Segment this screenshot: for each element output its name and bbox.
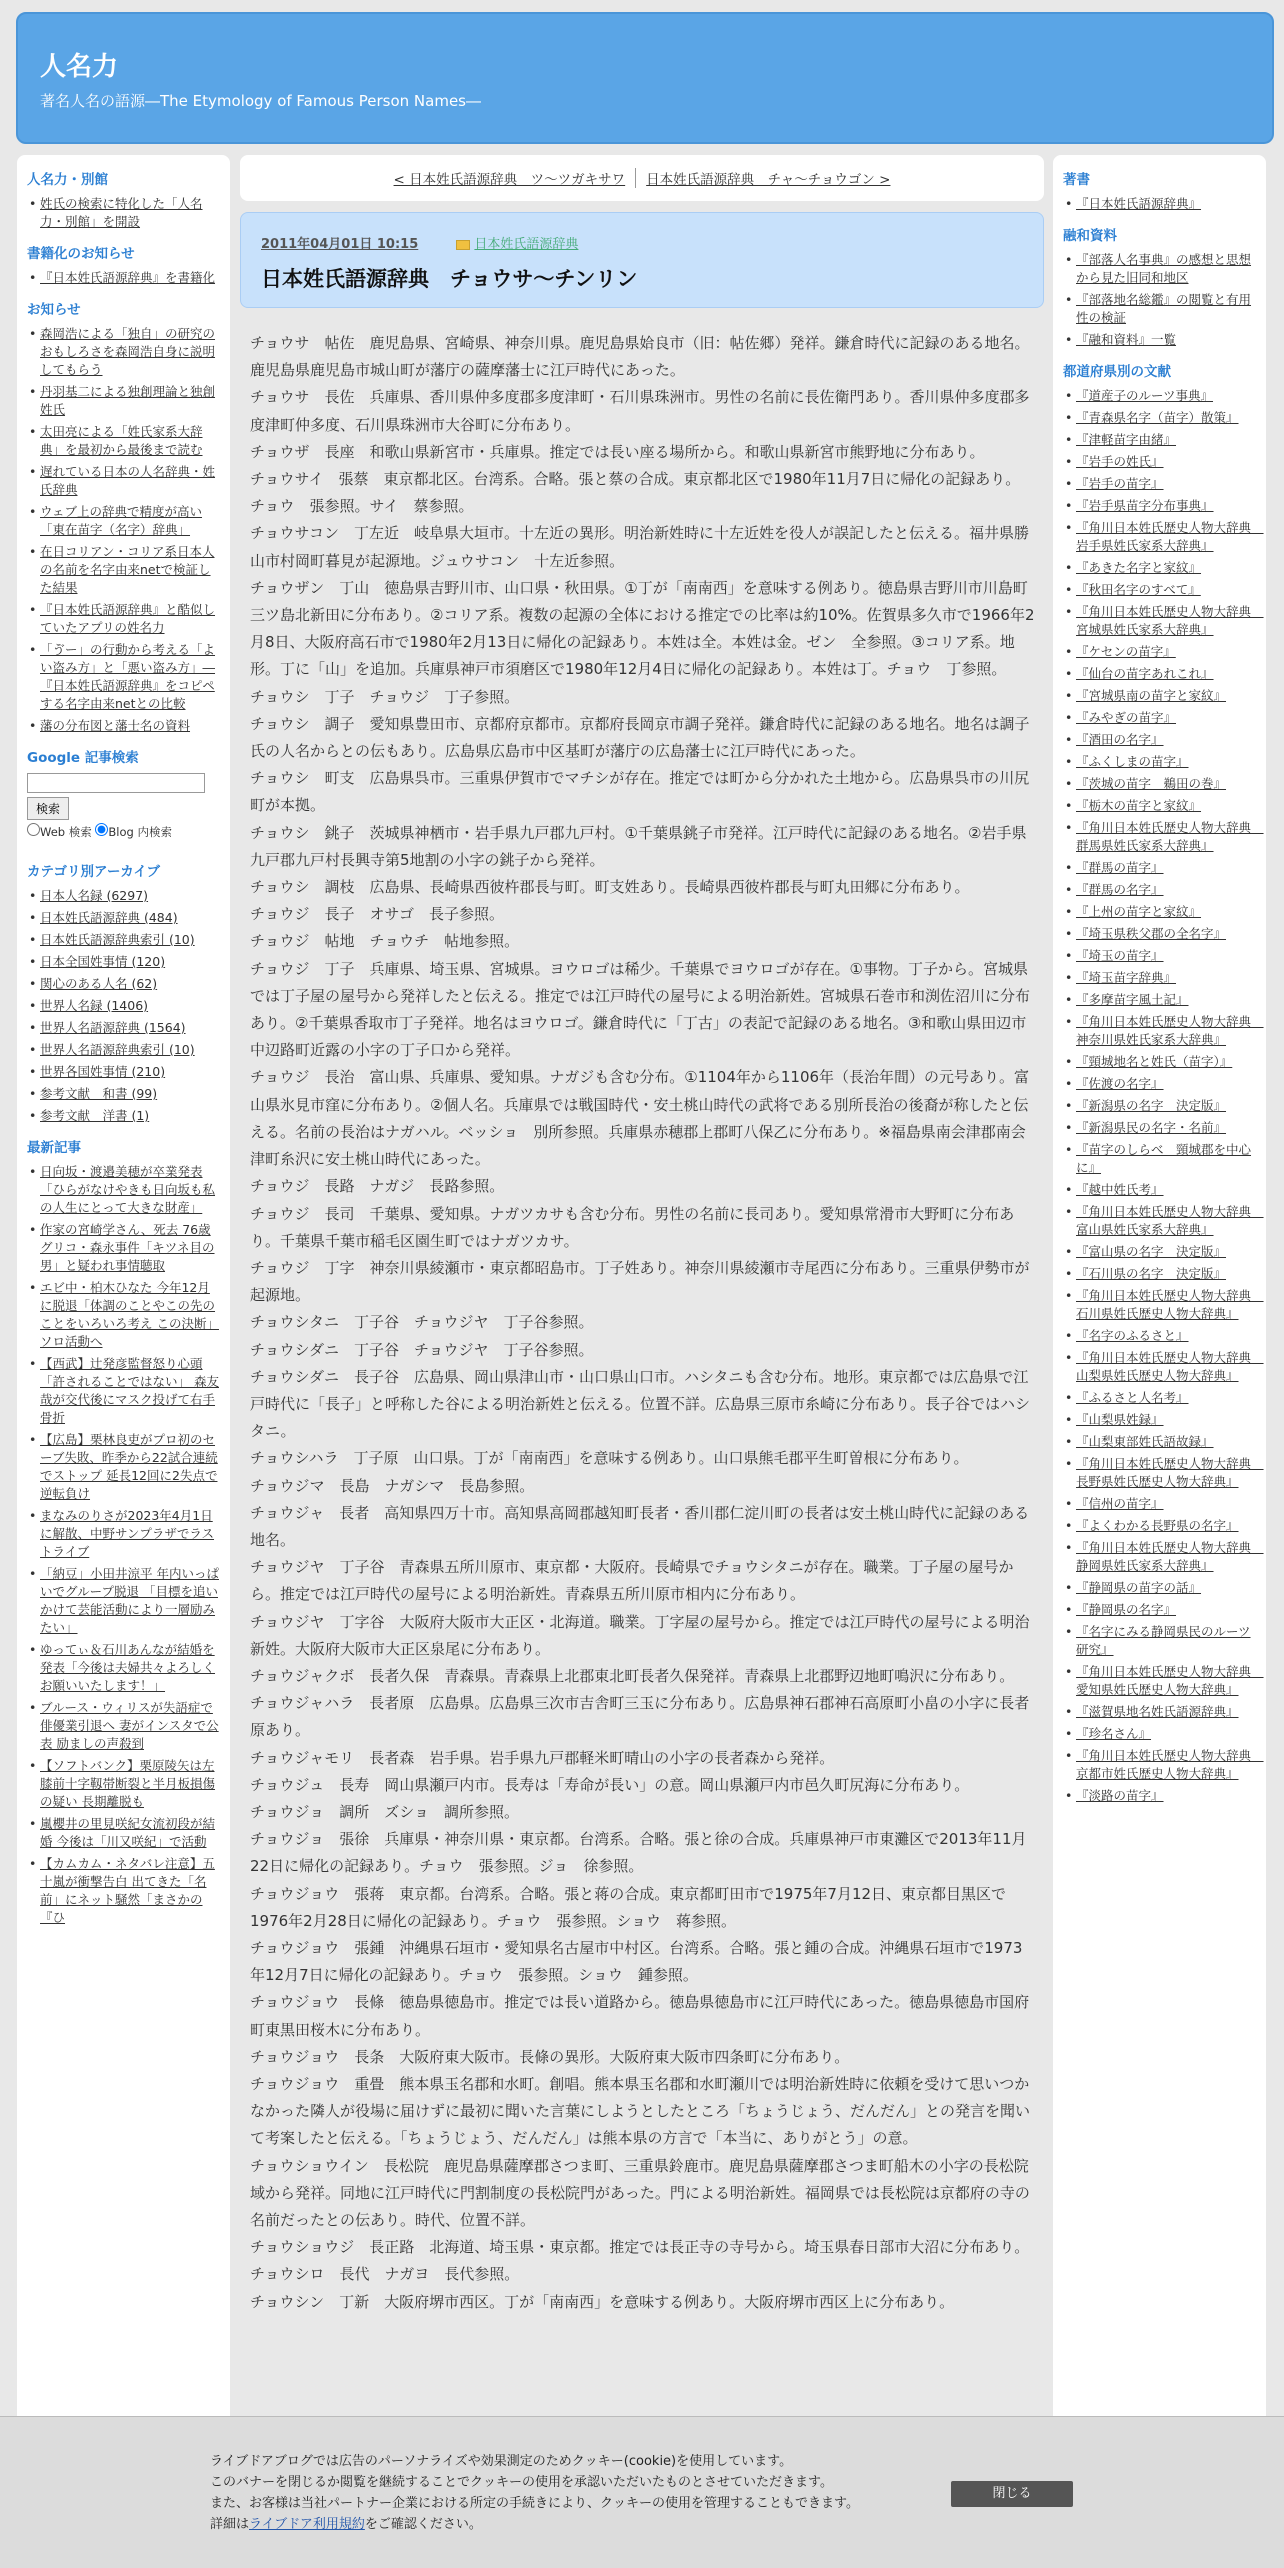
sidebar-item-link[interactable]: 日本姓氏語源辞典 (484) xyxy=(40,910,178,925)
entry-header xyxy=(240,212,1044,308)
sidebar-list xyxy=(1063,195,1256,213)
sidebar-item-link[interactable]: エビ中・柏木ひなた 今年12月に脱退「体調のことやこの先のことをいろいろ考え この決断」ソロ活動へ xyxy=(40,1280,219,1349)
entry-body xyxy=(250,330,1035,2316)
entry-paragraph: チョウジマ 長島 ナガシマ 長島参照。 xyxy=(250,1476,535,1495)
sidebar-item xyxy=(27,383,220,419)
sidebar-item-link[interactable]: ウェブ上の辞典で精度が高い「東在苗字（名字）辞典」 xyxy=(40,504,203,537)
sidebar-item xyxy=(1063,581,1256,599)
entry-paragraph: チョウシダニ 丁子谷 チョウジヤ 丁子谷参照。 xyxy=(250,1340,594,1359)
sidebar-item-link[interactable]: 『埼玉苗字辞典』 xyxy=(1076,970,1177,985)
sidebar-item-link[interactable]: 『淡路の苗字』 xyxy=(1076,1788,1164,1803)
sidebar-item-link[interactable]: 「納豆」小田井涼平 年内いっぱいでグループ脱退 「目標を追いかけて芸能活動により一層励みたい」 xyxy=(40,1566,219,1635)
sidebar-item-link[interactable]: 『岩手の苗字』 xyxy=(1076,476,1164,491)
sidebar-item-link[interactable]: 『埼玉の苗字』 xyxy=(1076,948,1164,963)
sidebar-item-link[interactable]: 『富山県の名字 決定版』 xyxy=(1076,1244,1227,1259)
blog-search-label: Blog 内検索 xyxy=(108,825,172,839)
sidebar-item xyxy=(1063,859,1256,877)
cookie-banner xyxy=(0,2416,1284,2568)
sidebar-item-link[interactable]: 【ソフトバンク】栗原陵矢は左膝前十字靱帯断裂と半月板損傷の疑い 長期離脱も xyxy=(40,1758,216,1809)
sidebar-item-link[interactable]: 『角川日本姓氏歴史人物大辞典 富山県姓氏家系大辞典』 xyxy=(1076,1204,1264,1237)
sidebar-item-link[interactable]: 『日本姓氏語源辞典』と酷似していたアプリの姓名力 xyxy=(40,602,216,635)
blog-title[interactable]: 人名力 xyxy=(40,52,119,82)
sidebar-item-link[interactable]: 『角川日本姓氏歴史人物大辞典 群馬県姓氏家系大辞典』 xyxy=(1076,820,1264,853)
sidebar-item xyxy=(1063,431,1256,449)
entry-paragraph: チョウジ 丁子 兵庫県、埼玉県、宮城県。ヨウロゴは稀少。千葉県でヨウロゴが存在。①事物。丁子から。宮城県では丁子屋の屋号から発祥したと伝える。推定では江戸時代の屋号による明治新姓。宮城県石巻市和渕佐沼川に分布あり。②千葉県香取市丁子発祥。地名はヨウロゴ。鎌倉時代に「丁古」の表記で記録のある地名。③和歌山県田辺市中辺路町近露の小字の丁子口から発祥。 xyxy=(250,959,1031,1060)
cookie-line: ライブドアブログでは広告のパーソナライズや効果測定のためクッキー(cookie)を使用しています。 xyxy=(210,2454,793,2469)
entry-title: 日本姓氏語源辞典 チョウサ～チンリン xyxy=(261,267,638,291)
sidebar-item xyxy=(1063,1075,1256,1093)
entry-paragraph: チョウジャモリ 長者森 岩手県。岩手県九戸郡軽米町晴山の小字の長者森から発祥。 xyxy=(250,1748,835,1767)
sidebar-item xyxy=(1063,991,1256,1009)
right-sidebar xyxy=(1053,155,1266,2555)
entry-paragraph: チョウシタニ 丁子谷 チョウジヤ 丁子谷参照。 xyxy=(250,1313,594,1332)
sidebar-item-link[interactable]: 『群馬の苗字』 xyxy=(1076,860,1164,875)
entry-paragraph: チョウシダニ 長子谷 広島県、岡山県津山市・山口県山口市。ハシタニも含む分布。地形。東京都では広島県で江戸時代に「長子」と呼称した谷による明治新姓と伝える。位置不詳。広島県三原市糸崎に分布あり。長子谷ではハシタニ。 xyxy=(250,1367,1031,1441)
blog-header xyxy=(16,12,1274,144)
entry-paragraph: チョウジヤ 丁字谷 大阪府大阪市大正区・北海道。職業。丁字屋の屋号から。推定では江戸時代の屋号による明治新姓。大阪府大阪市大正区泉尾に分布あり。 xyxy=(250,1612,1030,1658)
sidebar-list xyxy=(27,269,220,287)
sidebar-item xyxy=(1063,475,1256,493)
sidebar-item-link[interactable]: 『ふくしまの苗字』 xyxy=(1076,754,1189,769)
sidebar-item xyxy=(1063,1181,1256,1199)
entry-paragraph: チョウジ 帖地 チョウチ 帖地参照。 xyxy=(250,932,520,951)
sidebar-item xyxy=(27,503,220,539)
sidebar-section xyxy=(1063,171,1256,213)
sidebar-item-link[interactable]: 『茨城の苗字 鵜田の巻』 xyxy=(1076,776,1227,791)
sidebar-item-link[interactable]: 『静岡県の名字』 xyxy=(1076,1602,1177,1617)
sidebar-section-title: 人名力・別館 xyxy=(27,172,108,188)
sidebar-list xyxy=(1063,251,1256,349)
sidebar-item xyxy=(27,717,220,735)
sidebar-item-link[interactable]: 『融和資料』一覧 xyxy=(1076,332,1177,347)
sidebar-item xyxy=(1063,1433,1256,1451)
entry-paragraph: チョウジヤ 丁子谷 青森県五所川原市、東京都・大阪府。長崎県でチョウシタニが存在。職業。丁子屋の屋号から。推定では江戸時代の屋号による明治新姓。青森県五所川原市相内に分布あり。 xyxy=(250,1558,1014,1604)
sidebar-item-link[interactable]: 【西武】辻発彦監督怒り心頭「許されることではない」 森友哉が交代後にマスク投げて右手骨折 xyxy=(40,1356,219,1425)
sidebar-item-link[interactable]: ゆってぃ＆石川あんなが結婚を発表「今後は夫婦共々よろしくお願いいたします！」 xyxy=(40,1642,216,1693)
sidebar-item xyxy=(27,463,220,499)
sidebar-item xyxy=(27,931,220,949)
sidebar-item-link[interactable]: 『栃木の苗字と家紋』 xyxy=(1076,798,1202,813)
next-entry-link[interactable]: 日本姓氏語源辞典 チャ～チョウゴン > xyxy=(646,172,891,188)
sidebar-item xyxy=(1063,819,1264,855)
entry-paragraph: チョウジョウ 重畳 熊本県玉名郡和水町。創唱。熊本県玉名郡和水町瀬川では明治新姓時に依頼を受けて思いつかなかった隣人が役場に届けずに最初に聞いた言葉にしようとしたところ「ちょうじょう、だんだん」との発言を聞いて考案したと伝える。「ちょうじょう、だんだん」は熊本県の方言で「本当に、ありがとう」の意。 xyxy=(250,2075,1031,2148)
sidebar-item-link[interactable]: 『仙台の苗字あれこれ』 xyxy=(1076,666,1214,681)
sidebar-item-link[interactable]: 『部落人名事典』の感想と思想から見た旧同和地区 xyxy=(1076,252,1252,285)
sidebar-item-link[interactable]: 森岡浩による「独自」の研究のおもしろさを森岡浩自身に説明してもらう xyxy=(40,326,216,377)
sidebar-item-link[interactable]: 遅れている日本の人名辞典・姓氏辞典 xyxy=(40,464,216,497)
sidebar-item xyxy=(1063,643,1256,661)
entry-paragraph: チョウジ 長子 オサゴ 長子参照。 xyxy=(250,905,504,924)
sidebar-item-link[interactable]: 【広島】栗林良吏がプロ初のセーブ失敗、昨季から22試合連続でストップ 延長12回に2失点で逆転負け xyxy=(40,1432,218,1501)
entry-paragraph: チョウジュ 長寿 岡山県瀬戸内市。長寿は「寿命が長い」の意。岡山県瀬戸内市邑久町尻海に分布あり。 xyxy=(250,1775,970,1794)
sidebar-item xyxy=(27,195,220,231)
sidebar-item-link[interactable]: 『角川日本姓氏歴史人物大辞典 岩手県姓氏家系大辞典』 xyxy=(1076,520,1264,553)
sidebar-section-title: 都道府県別の文献 xyxy=(1063,364,1171,380)
sidebar-item-link[interactable]: 『角川日本姓氏歴史人物大辞典 神奈川県姓氏家系大辞典』 xyxy=(1076,1014,1264,1047)
entry-paragraph: チョウシ 調枝 広島県、長崎県西彼杵郡長与町。町支姓あり。長崎県西彼杵郡長与町丸田郷に分布あり。 xyxy=(250,878,970,897)
sidebar-item xyxy=(1063,1097,1256,1115)
sidebar-item-link[interactable]: 『角川日本姓氏歴史人物大辞典 長野県姓氏歴史人物大辞典』 xyxy=(1076,1456,1264,1489)
sidebar-list xyxy=(27,195,220,231)
sidebar-item-link[interactable]: 『静岡県の苗字の話』 xyxy=(1076,1580,1202,1595)
google-search xyxy=(27,773,220,841)
sidebar-item xyxy=(1063,453,1256,471)
sidebar-item-link[interactable]: 『山梨県姓録』 xyxy=(1076,1412,1164,1427)
sidebar-item-link[interactable]: 【カムカム・ネタバレ注意】五十嵐が衝撃告白 出てきた「名前」にネット騒然「まさかの『ひ xyxy=(40,1856,215,1925)
sidebar-section xyxy=(1063,363,1264,1805)
sidebar-item-link[interactable]: 日本人名録 (6297) xyxy=(40,888,149,903)
entry-paragraph: チョウサ 長佐 兵庫県、香川県仲多度郡多度津町・石川県珠洲市。男性の名前に長佐衛門あり。香川県仲多度郡多度津町仲多度、石川県珠洲市大谷町に分布あり。 xyxy=(250,388,1030,434)
sidebar-item xyxy=(27,269,220,287)
sidebar-item xyxy=(1063,519,1264,555)
entry-paragraph: チョウジ 長司 千葉県、愛知県。ナガツカサも含む分布。男性の名前に長司あり。愛知県常滑市大野町に分布あり。千葉県千葉市稲毛区園生町ではナガツカサ。 xyxy=(250,1204,1015,1250)
cookie-line xyxy=(210,2514,859,2535)
sidebar-item-link[interactable]: 『あきた名字と家紋』 xyxy=(1076,560,1202,575)
sidebar-item xyxy=(1063,251,1256,287)
entry-paragraph: チョウサコン 丁左近 岐阜県大垣市。十左近の異形。明治新姓時に十左近姓を役人が誤記したと伝える。福井県勝山市村岡町暮見が起源地。ジュウサコン 十左近参照。 xyxy=(250,524,1029,570)
entry-paragraph: チョウショウイン 長松院 鹿児島県薩摩郡さつま町、三重県鈴鹿市。鹿児島県薩摩郡さつま町船木の小字の長松院域から発祥。同地に江戸時代に門割制度の長松院門があった。門による明治新姓。福岡県では長松院は京都府の寺の名前だったとの伝あり。時代、位置不詳。 xyxy=(250,2156,1030,2230)
sidebar-item xyxy=(27,641,220,713)
entry-paragraph: チョウシハラ 丁子原 山口県。丁が「南南西」を意味する例あり。山口県熊毛郡平生町曽根に分布あり。 xyxy=(250,1449,969,1468)
sidebar-item-link[interactable]: 『日本姓氏語源辞典』 xyxy=(1076,196,1202,211)
sidebar-item-link[interactable]: 『埼玉県秩父郡の全名字』 xyxy=(1076,926,1227,941)
sidebar-item xyxy=(1063,687,1256,705)
sidebar-item xyxy=(27,1855,220,1927)
sidebar-item xyxy=(1063,1141,1256,1177)
sidebar-section-title: 著書 xyxy=(1063,172,1090,188)
entry-paragraph: チョウショウジ 長正路 北海道、埼玉県・東京都。推定では長正寺の寺号から。埼玉県春日部市大沼に分布あり。 xyxy=(250,2238,1030,2257)
sidebar-item-link[interactable]: 『岩手の姓氏』 xyxy=(1076,454,1164,469)
search-section-title: Google 記事検索 xyxy=(27,750,139,766)
sidebar-item xyxy=(1063,387,1256,405)
entry-paragraph: チョウシ 丁子 チョウジ 丁子参照。 xyxy=(250,687,520,706)
sidebar-item xyxy=(27,1041,220,1059)
sidebar-item xyxy=(27,1019,220,1037)
sidebar-item-link[interactable]: 『上州の苗字と家紋』 xyxy=(1076,904,1202,919)
sidebar-item-link[interactable]: 嵐櫻井の里見咲紀女流初段が結婚 今後は「川又咲紀」で活動 xyxy=(40,1816,216,1849)
sidebar-item xyxy=(1063,1455,1264,1491)
sidebar-item xyxy=(27,1815,220,1851)
sidebar-item xyxy=(1063,1053,1256,1071)
sidebar-item xyxy=(27,1107,220,1125)
sidebar-item-link[interactable]: 『青森県名字（苗字）散策』 xyxy=(1076,410,1239,425)
sidebar-item xyxy=(27,1641,220,1695)
sidebar-section-title: お知らせ xyxy=(27,302,81,318)
sidebar-item xyxy=(1063,753,1256,771)
cookie-line: また、お客様は当社パートナー企業における所定の手続きにより、クッキーの使用を管理することもできます。 xyxy=(210,2496,859,2511)
sidebar-item-link[interactable]: まなみのりさが2023年4月1日に解散、中野サンプラザでラストライブ xyxy=(40,1508,215,1559)
sidebar-item xyxy=(27,997,220,1015)
entry-paragraph: チョウシ 調子 愛知県豊田市、京都府京都市。京都府長岡京市調子発祥。鎌倉時代に記録のある地名。地名は調子氏の人名からとの伝もあり。広島県広島市中区基町が藩庁の広島藩士に江戸時代にあった。 xyxy=(250,714,1030,761)
sidebar-item xyxy=(27,1279,220,1351)
sidebar-section-title: 最新記事 xyxy=(27,1140,81,1156)
sidebar-item xyxy=(27,1565,220,1637)
entry-paragraph: チョウジョウ 長條 徳島県徳島市。推定では長い道路から。徳島県徳島市に江戸時代にあった。徳島県徳島市国府町東黒田桜木に分布あり。 xyxy=(250,1993,1030,2039)
sidebar-section xyxy=(27,171,220,231)
prev-entry-link[interactable]: < 日本姓氏語源辞典 ツ～ツガキサワ xyxy=(393,172,626,188)
sidebar-section xyxy=(27,301,220,735)
sidebar-list xyxy=(1063,387,1264,1805)
sidebar-item xyxy=(1063,1243,1256,1261)
sidebar-item-link[interactable]: 『多摩苗字風土記』 xyxy=(1076,992,1189,1007)
sidebar-item xyxy=(1063,497,1256,515)
sidebar-item xyxy=(1063,409,1256,427)
sidebar-item-link[interactable]: 『角川日本姓氏歴史人物大辞典 京都市姓氏歴史人物大辞典』 xyxy=(1076,1748,1264,1781)
sidebar-item-link[interactable]: 参考文献 和書 (99) xyxy=(40,1086,158,1101)
sidebar-item-link[interactable]: 『みやぎの苗字』 xyxy=(1076,710,1177,725)
sidebar-item-link[interactable]: 『部落地名総鑑』の閲覧と有用性の検証 xyxy=(1076,292,1252,325)
sidebar-item-link[interactable]: 世界人名語源辞典索引 (10) xyxy=(40,1042,195,1057)
sidebar-item xyxy=(1063,1013,1264,1049)
sidebar-section xyxy=(27,863,220,1125)
sidebar-item-link[interactable]: 世界人名語源辞典 (1564) xyxy=(40,1020,186,1035)
sidebar-item xyxy=(27,325,220,379)
sidebar-item xyxy=(1063,1623,1256,1659)
sidebar-item xyxy=(1063,881,1256,899)
sidebar-item-link[interactable]: 『名字のふるさと』 xyxy=(1076,1328,1189,1343)
entry-paragraph: チョウジャハラ 長者原 広島県。広島県三次市吉舎町三玉に分布あり。広島県神石郡神石高原町小畠の小字に長者原あり。 xyxy=(250,1694,1030,1740)
sidebar-item xyxy=(27,1085,220,1103)
sidebar-item xyxy=(1063,1287,1264,1323)
sidebar-item-link[interactable]: 「ゔー」の行動から考える「よい盗み方」と「悪い盗み方」―『日本姓氏語源辞典』をコピペする名字由来netとの比較 xyxy=(40,642,216,711)
entry-paragraph: チョウジャクボ 長者久保 青森県。青森県上北郡東北町長者久保発祥。青森県上北郡野辺地町鳴沢に分布あり。 xyxy=(250,1666,1015,1685)
sidebar-item xyxy=(1063,1663,1264,1699)
entry-paragraph: チョウジ 長治 富山県、兵庫県、愛知県。ナガジも含む分布。①1104年から1106年（長治年間）の元号あり。富山県氷見市窪に分布あり。②個人名。兵庫県では戦国時代・安土桃山時代の武将である別所長治の後裔が称したと伝える。名前の長治はナガハル。ベッショ 別所参照。兵庫県赤穂郡上郡町八保乙に分布あり。※福島県南会津郡南会津町糸沢に安土桃山時代にあった。 xyxy=(250,1068,1030,1169)
web-search-label: Web 検索 xyxy=(40,825,92,839)
sidebar-item-link[interactable]: 日本全国姓事情 (120) xyxy=(40,954,166,969)
entry-category[interactable]: 日本姓氏語源辞典 xyxy=(474,237,579,252)
search-scope xyxy=(27,823,220,841)
entry-paragraph: チョウサ 帖佐 鹿児島県、宮崎県、神奈川県。鹿児島県姶良市（旧：帖佐郷）発祥。鎌倉時代に記録のある地名。鹿児島県鹿児島市城山町が藩庁の薩摩藩士に江戸時代にあった。 xyxy=(250,334,1030,380)
sidebar-item xyxy=(1063,665,1256,683)
sidebar-item xyxy=(27,423,220,459)
sidebar-list xyxy=(27,1163,220,1927)
sidebar-item-link[interactable]: 『石川県の名字 決定版』 xyxy=(1076,1266,1227,1281)
terms-link[interactable]: ライブドア利用規約 xyxy=(249,2517,365,2532)
entry-paragraph: チョウジャ 長者 高知県四万十市。高知県高岡郡越知町長者・香川郡仁淀川町の長者は安土桃山時代に記録のある地名。 xyxy=(250,1503,1030,1549)
sidebar-item xyxy=(1063,1327,1256,1345)
sidebar-item-link[interactable]: 太田亮による「姓氏家系大辞典」を最初から最後まで読む xyxy=(40,424,203,457)
sidebar-item xyxy=(27,1431,220,1503)
sidebar-section xyxy=(27,1139,220,1927)
sidebar-item xyxy=(1063,709,1256,727)
folder-icon xyxy=(456,240,470,250)
sidebar-section-title: カテゴリ別アーカイブ xyxy=(27,864,160,880)
sidebar-item xyxy=(27,909,220,927)
sidebar-item-link[interactable]: 『岩手県苗字分布事典』 xyxy=(1076,498,1214,513)
sidebar-item xyxy=(1063,947,1256,965)
entry-paragraph: チョウジョウ 張蒋 東京都。台湾系。合略。張と蒋の合成。東京都町田市で1975年7月12日、東京都目黒区で1976年2月28日に帰化の記録あり。チョウ 張参照。ショウ 蒋参照。 xyxy=(250,1884,1007,1930)
sidebar-item-link[interactable]: 丹羽基二による独創理論と独創姓氏 xyxy=(40,384,216,417)
sidebar-item-link[interactable]: 関心のある人名 (62) xyxy=(40,976,158,991)
sidebar-item-link[interactable]: 姓氏の検索に特化した「人名力・別館」を開設 xyxy=(40,196,203,229)
sidebar-item-link[interactable]: 日本姓氏語源辞典索引 (10) xyxy=(40,932,195,947)
cookie-close-button[interactable]: 閉じる xyxy=(951,2481,1073,2507)
sidebar-item xyxy=(27,1507,220,1561)
left-sidebar xyxy=(17,155,230,2555)
sidebar-item xyxy=(1063,1495,1256,1513)
sidebar-item-link[interactable]: 『群馬の名字』 xyxy=(1076,882,1164,897)
sidebar-item-link[interactable]: 『滋賀県地名姓氏語源辞典』 xyxy=(1076,1704,1239,1719)
sidebar-item-link[interactable]: 『名字にみる静岡県民のルーツ研究』 xyxy=(1076,1624,1251,1657)
sidebar-item xyxy=(1063,1601,1256,1619)
blog-search-radio[interactable] xyxy=(95,823,108,836)
sidebar-item-link[interactable]: 『宮城県南の苗字と家紋』 xyxy=(1076,688,1227,703)
sidebar-item xyxy=(27,1757,220,1811)
sidebar-item-link[interactable]: 『珍名さん』 xyxy=(1076,1726,1152,1741)
sidebar-item xyxy=(27,543,220,597)
entry-paragraph: チョウシン 丁新 大阪府堺市西区。丁が「南南西」を意味する例あり。大阪府堺市西区上に分布あり。 xyxy=(250,2292,955,2311)
sidebar-item-link[interactable]: 『越中姓氏考』 xyxy=(1076,1182,1164,1197)
sidebar-item-link[interactable]: 『日本姓氏語源辞典』を書籍化 xyxy=(40,270,216,285)
sidebar-item xyxy=(1063,1579,1256,1597)
blog-subtitle: 著名人名の語源―The Etymology of Famous Person Names― xyxy=(40,92,481,110)
sidebar-item xyxy=(1063,1411,1256,1429)
sidebar-item xyxy=(1063,1539,1264,1575)
sidebar-item-link[interactable]: 『角川日本姓氏歴史人物大辞典 静岡県姓氏家系大辞典』 xyxy=(1076,1540,1264,1573)
sidebar-item xyxy=(27,601,220,637)
sidebar-item xyxy=(1063,195,1256,213)
entry-paragraph: チョウジョウ 長条 大阪府東大阪市。長條の異形。大阪府東大阪市四条町に分布あり。 xyxy=(250,2047,850,2066)
sidebar-item xyxy=(1063,925,1256,943)
sidebar-item-link[interactable]: 『信州の苗字』 xyxy=(1076,1496,1164,1511)
entry-paragraph: チョウジ 丁字 神奈川県綾瀬市・東京都昭島市。丁子姓あり。神奈川県綾瀬市寺尾西に分布あり。三重県伊勢市が起源地。 xyxy=(250,1258,1030,1305)
sidebar-section-title: 書籍化のお知らせ xyxy=(27,246,135,262)
entry-paragraph: チョウジョ 調所 ズショ 調所参照。 xyxy=(250,1802,519,1821)
cookie-detail-prefix: 詳細は xyxy=(210,2517,250,2532)
web-search-radio[interactable] xyxy=(27,823,40,836)
sidebar-item xyxy=(1063,731,1256,749)
sidebar-item-link[interactable]: 『佐渡の名字』 xyxy=(1076,1076,1164,1091)
sidebar-item xyxy=(27,953,220,971)
sidebar-item-link[interactable]: 『山梨東部姓氏語故録』 xyxy=(1076,1434,1214,1449)
sidebar-item xyxy=(27,1355,220,1427)
sidebar-item-link[interactable]: 『角川日本姓氏歴史人物大辞典 石川県姓氏歴史人物大辞典』 xyxy=(1076,1288,1264,1321)
sidebar-item xyxy=(1063,1725,1256,1743)
sidebar-item-link[interactable]: 『酒田の名字』 xyxy=(1076,732,1164,747)
sidebar-item xyxy=(1063,1747,1264,1783)
sidebar-item xyxy=(27,1063,220,1081)
sidebar-item xyxy=(1063,559,1256,577)
sidebar-item-link[interactable]: 『新潟県民の名字・名前』 xyxy=(1076,1120,1227,1135)
sidebar-item xyxy=(27,975,220,993)
cookie-text xyxy=(210,2451,859,2535)
entry-paragraph: チョウジョ 張徐 兵庫県・神奈川県・東京都。台湾系。合略。張と徐の合成。兵庫県神戸市東灘区で2013年11月22日に帰化の記録あり。チョウ 張参照。ジョ 徐参照。 xyxy=(250,1830,1027,1876)
sidebar-item xyxy=(27,1699,220,1753)
sidebar-item-link[interactable]: 世界人名録 (1406) xyxy=(40,998,149,1013)
sidebar-item xyxy=(1063,291,1256,327)
sidebar-item xyxy=(1063,1349,1264,1385)
entry-paragraph: チョウザン 丁山 徳島県吉野川市、山口県・秋田県。①丁が「南南西」を意味する例あり。徳島県吉野川市川島町三ツ島北新田に分布あり。②コリア系。複数の起源の全体における推定での比率は約10%。佐賀県多久市で1966年2月8日、大阪府高石市で1980年2月13日に帰化の記録あり。本姓は全。本姓は金。ゼン 全参照。③コリア系。地形。丁に「山」を追加。兵庫県神戸市須磨区で1980年12月4日に帰化の記録あり。本姓は丁。チョウ 丁参照。 xyxy=(250,578,1035,679)
sidebar-item-link[interactable]: 『道産子のルーツ事典』 xyxy=(1076,388,1214,403)
sidebar-item-link[interactable]: 世界各国姓事情 (210) xyxy=(40,1064,166,1079)
sidebar-item xyxy=(1063,1787,1256,1805)
search-input[interactable] xyxy=(27,773,205,793)
entry-paragraph: チョウジョウ 張鍾 沖縄県石垣市・愛知県名古屋市中村区。台湾系。合略。張と鍾の合成。沖縄県石垣市で1973年12月7日に帰化の記録あり。チョウ 張参照。ショウ 鍾参照。 xyxy=(250,1938,1023,1985)
entry-navigation xyxy=(240,155,1044,201)
entry-paragraph: チョウシ 町支 広島県呉市。三重県伊賀市でマチシが存在。推定では町から分かれた土地から。広島県呉市の川尻町が本拠。 xyxy=(250,769,1030,815)
sidebar-item-link[interactable]: 『ケセンの苗字』 xyxy=(1076,644,1176,659)
sidebar-item-link[interactable]: 『角川日本姓氏歴史人物大辞典 宮城県姓氏家系大辞典』 xyxy=(1076,604,1264,637)
sidebar-item xyxy=(1063,1703,1256,1721)
entry-meta xyxy=(261,233,578,252)
sidebar-item-link[interactable]: 『頸城地名と姓氏（苗字）』 xyxy=(1076,1054,1233,1069)
sidebar-item xyxy=(27,887,220,905)
sidebar-item-link[interactable]: 藩の分布図と藩士名の資料 xyxy=(40,718,191,733)
sidebar-item xyxy=(1063,1389,1256,1407)
sidebar-section-title: 融和資料 xyxy=(1063,228,1117,244)
sidebar-item xyxy=(1063,1203,1264,1239)
sidebar-item xyxy=(1063,797,1256,815)
sidebar-item-link[interactable]: 『新潟県の名字 決定版』 xyxy=(1076,1098,1227,1113)
sidebar-item-link[interactable]: 『角川日本姓氏歴史人物大辞典 山梨県姓氏歴史人物大辞典』 xyxy=(1076,1350,1264,1383)
sidebar-item-link[interactable]: 『秋田名字のすべて』 xyxy=(1076,582,1201,597)
entry-paragraph: チョウザ 長座 和歌山県新宮市・兵庫県。推定では長い座る場所から。和歌山県新宮市熊野地に分布あり。 xyxy=(250,442,985,461)
sidebar-item-link[interactable]: 『苗字のしらべ 頸城郡を中心に』 xyxy=(1076,1142,1252,1175)
sidebar-item xyxy=(1063,903,1256,921)
entry-paragraph: チョウシロ 長代 ナガヨ 長代参照。 xyxy=(250,2265,520,2284)
sidebar-item-link[interactable]: 在日コリアン・コリア系日本人の名前を名字由来netで検証した結果 xyxy=(40,544,215,595)
sidebar-item-link[interactable]: 日向坂・渡邉美穂が卒業発表「ひらがなけやきも日向坂も私の人生にとって大きな財産」 xyxy=(40,1164,216,1215)
sidebar-item xyxy=(27,1163,220,1217)
sidebar-item-link[interactable]: 『よくわかる長野県の名字』 xyxy=(1076,1518,1239,1533)
search-button[interactable]: 検索 xyxy=(27,797,69,820)
sidebar-item xyxy=(1063,1119,1256,1137)
entry-paragraph: チョウサイ 張蔡 東京都北区。台湾系。合略。張と蔡の合成。東京都北区で1980年11月7日に帰化の記録あり。チョウ 張参照。サイ 蔡参照。 xyxy=(250,470,1021,516)
sidebar-item xyxy=(1063,969,1256,987)
sidebar-item-link[interactable]: ブルース・ウィリスが失語症で俳優業引退へ 妻がインスタで公表 励ましの声殺到 xyxy=(40,1700,219,1751)
entry-paragraph: チョウシ 銚子 茨城県神栖市・岩手県九戸郡九戸村。①千葉県銚子市発祥。江戸時代に記録のある地名。②岩手県九戸郡九戸村長興寺第5地割の小字の銚子から発祥。 xyxy=(250,823,1027,869)
sidebar-item xyxy=(1063,775,1256,793)
sidebar-section xyxy=(1063,227,1256,349)
sidebar-item xyxy=(1063,331,1256,349)
sidebar-item-link[interactable]: 『ふるさと人名考』 xyxy=(1076,1390,1189,1405)
sidebar-item xyxy=(1063,603,1264,639)
sidebar-item-link[interactable]: 作家の宮崎学さん、死去 76歳 グリコ・森永事件「キツネ目の男」と疑われ事情聴取 xyxy=(40,1222,215,1273)
sidebar-item-link[interactable]: 『角川日本姓氏歴史人物大辞典 愛知県姓氏歴史人物大辞典』 xyxy=(1076,1664,1264,1697)
entry-paragraph: チョウジ 長路 ナガジ 長路参照。 xyxy=(250,1177,505,1196)
sidebar-list xyxy=(27,325,220,735)
sidebar-item xyxy=(27,1221,220,1275)
entry-date[interactable]: 2011年04月01日 10:15 xyxy=(261,237,419,252)
cookie-detail-suffix: をご確認ください。 xyxy=(364,2517,482,2532)
sidebar-item xyxy=(1063,1265,1256,1283)
cookie-line: このバナーを閉じるか閲覧を継続することでクッキーの使用を承認いただいたものとさせていただきます。 xyxy=(210,2475,833,2490)
sidebar-item-link[interactable]: 参考文献 洋書 (1) xyxy=(40,1108,150,1123)
sidebar-section xyxy=(27,245,220,287)
sidebar-item-link[interactable]: 『津軽苗字由緒』 xyxy=(1076,432,1177,447)
sidebar-item xyxy=(1063,1517,1256,1535)
sidebar-list xyxy=(27,887,220,1125)
